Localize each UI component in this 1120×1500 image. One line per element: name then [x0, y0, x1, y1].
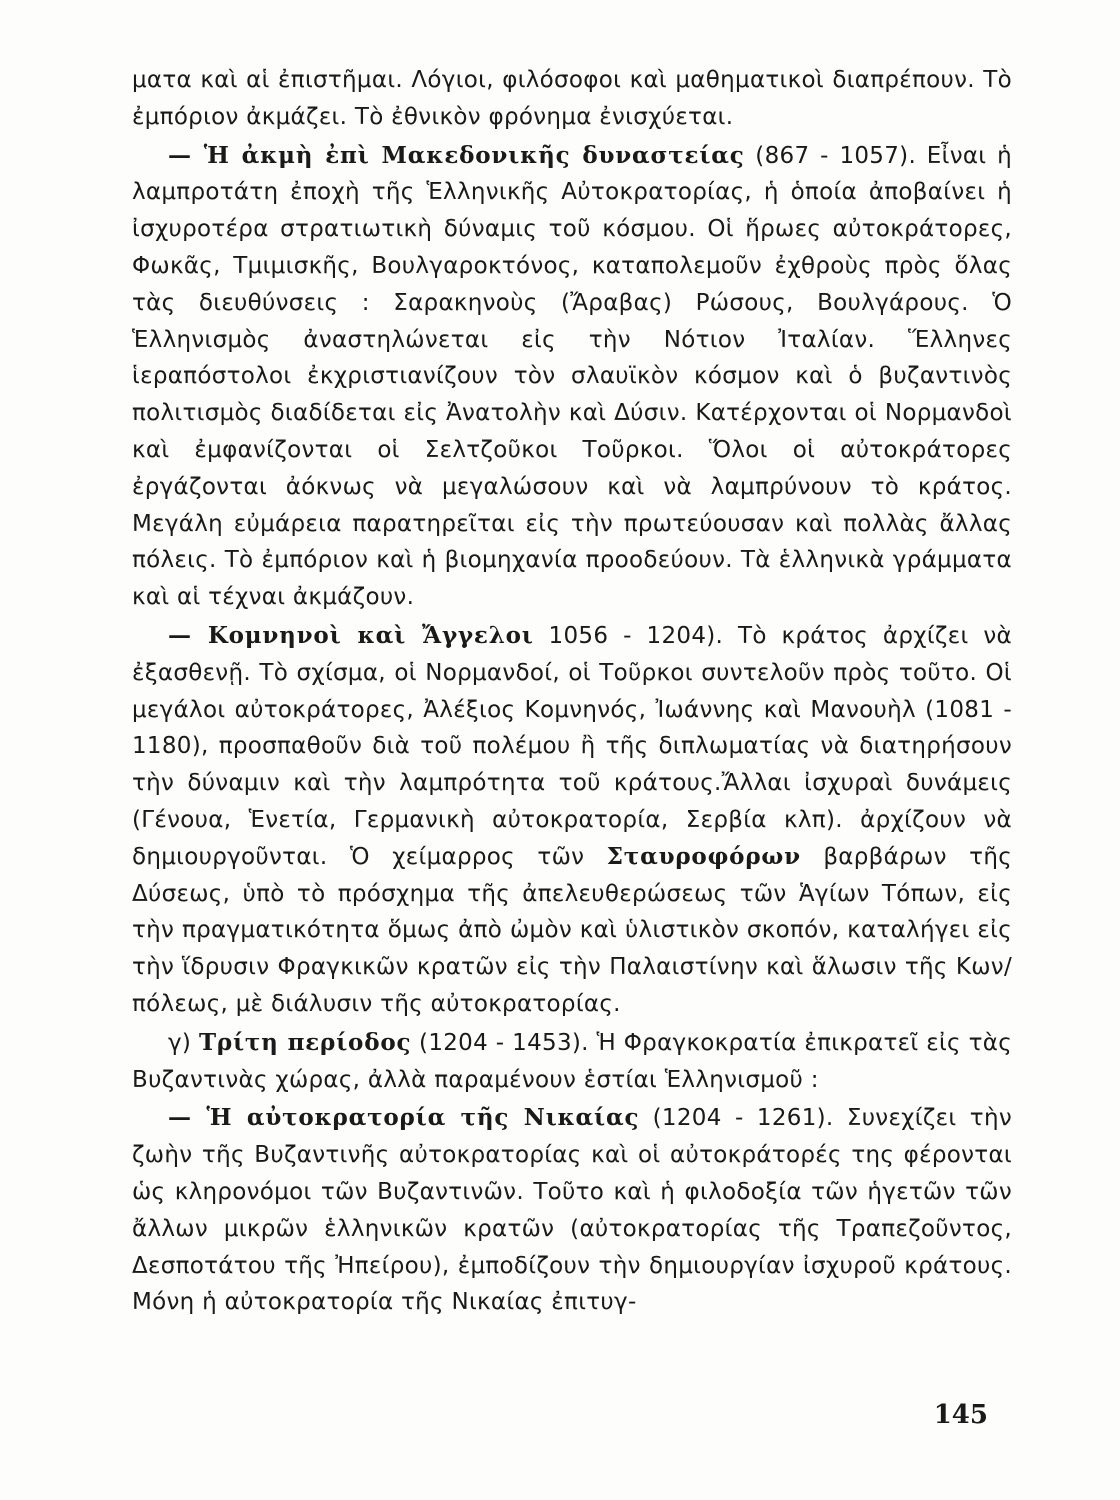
heading-third-period: Τρίτη περίοδος: [198, 1028, 412, 1056]
list-marker: γ): [168, 1029, 199, 1056]
text-run: (1204 - 1261). Συνεχίζει τὴν ζωὴν τῆς Βυζαντινῆς αὐτοκρατορίας καὶ οἱ αὐτοκράτορές της φέρονται ὡς κληρονόμοι τῶν Βυζαντινῶν. Τοῦτο καὶ ἡ φιλοδοξία τῶν ἡγετῶν τῶν ἄλλων μικρῶν ἑλληνικῶν κρατῶν (αὐτοκρατορίας τῆς Τραπεζοῦντος, Δεσποτάτου τῆς Ἠπείρου), ἐμποδίζουν τὴν δημιουργίαν ἰσχυροῦ κράτους. Μόνη ἡ αὐτοκρατορία τῆς Νικαίας ἐπιτυγ-: [132, 1105, 1012, 1316]
paragraph-macedonian-dynasty: [132, 138, 1012, 616]
heading-empire-of-nicaea: — Ἡ αὐτοκρατορία τῆς Νικαίας: [168, 1104, 640, 1132]
paragraph-komnenoi-angeloi: [132, 618, 1012, 1023]
text-run: βαρβάρων τῆς Δύσεως, ὑπὸ τὸ πρόσχημα τῆς ἀπελευθερώσεως τῶν Ἁγίων Τόπων, εἰς τὴν πραγματικότητα ὅμως ἀπὸ ὠμὸν καὶ ὑλιστικὸν σκοπόν, καταλήγει εἰς τὴν ἵδρυσιν Φραγκικῶν κρατῶν εἰς τὴν Παλαιστίνην καὶ ἅλωσιν τῆς Κων/πόλεως, μὲ διάλυσιν τῆς αὐτοκρατορίας.: [132, 843, 1012, 1017]
heading-macedonian-dynasty: Ἡ ἀκμὴ ἐπὶ Μακεδονικῆς δυναστείας: [203, 141, 745, 169]
paragraph-third-period: [132, 1025, 1012, 1099]
term-crusaders: Σταυροφόρων: [606, 842, 801, 870]
dash: —: [168, 141, 204, 169]
body-text: [132, 62, 1012, 1321]
page-number: 145: [933, 1400, 988, 1430]
text-run: ματα καὶ αἱ ἐπιστῆμαι. Λόγιοι, φιλόσοφοι καὶ μαθηματικοὶ διαπρέπουν. Τὸ ἐμπόριον ἀκμάζει. Τὸ ἐθνικὸν φρόνημα ἐνισχύεται.: [132, 67, 1012, 130]
text-run: (1204 - 1453). Ἡ Φραγκοκρατία ἐπικρατεῖ εἰς τὰς Βυζαντινὰς χώρας, ἀλλὰ παραμένουν ἑστίαι Ἑλληνισμοῦ :: [132, 1029, 1012, 1093]
text-run: (867 - 1057). Εἶναι ἡ λαμπροτάτη ἐποχὴ τῆς Ἑλληνικῆς Αὐτοκρατορίας, ἡ ὁποία ἀποβαίνει ἡ ἰσχυροτέρα στρατιωτικὴ δύναμις τοῦ κόσμου. Οἱ ἥρωες αὐτοκράτορες, Φωκᾶς, Τμιμισκῆς, Βουλγαροκτόνος, καταπολεμοῦν ἐχθροὺς πρὸς ὅλας τὰς διευθύνσεις : Σαρακηνοὺς (Ἄραβας) Ρώσους, Βουλγάρους. Ὁ Ἑλληνισμὸς ἀναστηλώνεται εἰς τὴν Νότιον Ἰταλίαν. Ἕλληνες ἱεραπόστολοι ἐκχριστιανίζουν τὸν σλαυϊκὸν κόσμον καὶ ὁ βυζαντινὸς πολιτισμὸς διαδίδεται εἰς Ἀνατολὴν καὶ Δύσιν. Κατέρχονται οἱ Νορμανδοὶ καὶ ἐμφανίζονται οἱ Σελτζοῦκοι Τοῦρκοι. Ὅλοι οἱ αὐτοκράτορες ἐργάζονται ἀόκνως νὰ μεγαλώσουν καὶ νὰ λαμπρύνουν τὸ κράτος. Μεγάλη εὐμάρεια παρατηρεῖται εἰς τὴν πρωτεύουσαν καὶ πολλὰς ἄλλας πόλεις. Τὸ ἐμπόριον καὶ ἡ βιομηχανία προοδεύουν. Τὰ ἑλληνικὰ γράμματα καὶ αἱ τέχναι ἀκμάζουν.: [132, 142, 1013, 611]
paragraph-continuation: [132, 62, 1012, 136]
heading-komnenoi-angeloi: — Κομνηνοὶ καὶ Ἄγγελοι: [168, 621, 534, 649]
paragraph-empire-of-nicaea: [132, 1100, 1012, 1321]
text-run: 1056 - 1204). Τὸ κράτος ἀρχίζει νὰ ἐξασθενῇ. Τὸ σχίσμα, οἱ Νορμανδοί, οἱ Τοῦρκοι συντελοῦν πρὸς τοῦτο. Οἱ μεγάλοι αὐτοκράτορες, Ἀλέξιος Κομνηνός, Ἰωάννης καὶ Μανουὴλ (1081 - 1180), προσπαθοῦν διὰ τοῦ πολέμου ἢ τῆς διπλωματίας νὰ διατηρήσουν τὴν δύναμιν καὶ τὴν λαμπρότητα τοῦ κράτους.Ἄλλαι ἰσχυραὶ δυνάμεις (Γένουα, Ἑνετία, Γερμανικὴ αὐτοκρατορία, Σερβία κλπ). ἀρχίζουν νὰ δημιουργοῦνται. Ὁ χείμαρρος τῶν: [132, 622, 1012, 870]
